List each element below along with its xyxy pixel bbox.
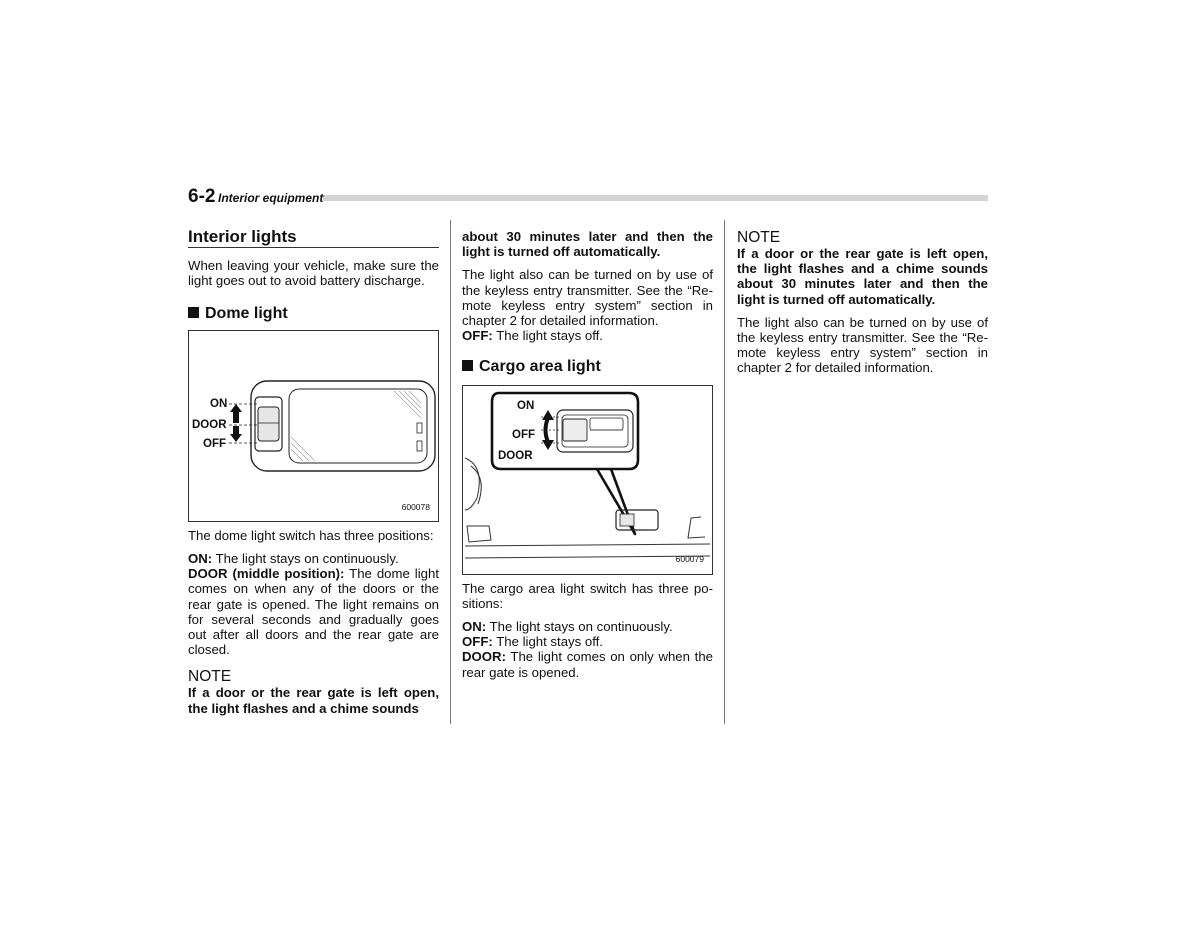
dome-light-heading bbox=[188, 306, 439, 321]
cargo-door-text: The light comes on only when the rear gate is opened. bbox=[462, 649, 713, 680]
cargo-door-term: DOOR: bbox=[462, 649, 506, 665]
cargo-on-item bbox=[462, 619, 713, 634]
figure-label-door: DOOR bbox=[192, 418, 227, 431]
cargo-caption: The cargo area light switch has three po-sitions: bbox=[462, 580, 713, 611]
cargo-light-figure bbox=[462, 385, 713, 575]
header-rule bbox=[323, 195, 988, 201]
square-bullet-icon bbox=[462, 360, 473, 371]
note-text: If a door or the rear gate is left open, the light flashes and a chime sounds about 30 minutes later and then the light is turned off automatically. bbox=[737, 246, 988, 307]
column-1 bbox=[188, 229, 439, 716]
column-3 bbox=[737, 229, 988, 376]
figure-label-off: OFF bbox=[512, 428, 535, 441]
section-title: Interior equipment bbox=[218, 191, 324, 205]
page-header bbox=[188, 186, 988, 208]
dome-light-figure bbox=[188, 330, 439, 522]
cargo-light-heading-text: Cargo area light bbox=[479, 358, 601, 376]
page-title: Interior lights bbox=[188, 229, 439, 248]
note-heading: NOTE bbox=[188, 668, 232, 686]
figure-label-on: ON bbox=[517, 399, 535, 412]
keyless-paragraph: The light also can be turned on by use of the keyless entry transmitter. See the “Re-mote keyless entry system” section in chapter 2 for detailed information. bbox=[737, 314, 988, 376]
column-2 bbox=[462, 229, 713, 680]
dome-door-text: The dome light comes on when any of the doors or the rear gate is opened. The light remains on for several seconds and gradually goes out after all doors and the rear gate are closed. bbox=[188, 566, 439, 658]
cargo-light-illustration bbox=[463, 386, 712, 574]
off-text: The light stays off. bbox=[492, 328, 603, 344]
figure-label-on: ON bbox=[210, 397, 228, 410]
dome-light-heading-text: Dome light bbox=[205, 304, 288, 322]
dome-caption: The dome light switch has three positions: bbox=[188, 527, 434, 543]
figure-label-off: OFF bbox=[203, 437, 226, 450]
note-heading: NOTE bbox=[737, 229, 781, 246]
cargo-off-item bbox=[462, 634, 713, 649]
note-text: If a door or the rear gate is left open, the light flashes and a chime sounds bbox=[188, 685, 439, 716]
note-continuation: about 30 minutes later and then the light is turned off automatically. bbox=[462, 229, 713, 260]
dome-door-item bbox=[188, 566, 439, 657]
dome-on-item bbox=[188, 551, 439, 566]
column-divider-1 bbox=[450, 220, 451, 724]
cargo-off-term: OFF: bbox=[462, 634, 493, 650]
square-bullet-icon bbox=[188, 307, 199, 318]
cargo-on-term: ON: bbox=[462, 619, 487, 635]
figure-code: 600079 bbox=[675, 554, 704, 565]
off-item bbox=[462, 328, 713, 343]
figure-code: 600078 bbox=[401, 501, 430, 512]
cargo-on-text: The light stays on continuously. bbox=[486, 619, 673, 635]
column-divider-2 bbox=[724, 220, 725, 724]
off-term: OFF: bbox=[462, 328, 493, 344]
dome-on-text: The light stays on continuously. bbox=[212, 551, 399, 567]
intro-paragraph: When leaving your vehicle, make sure the light goes out to avoid battery discharge. bbox=[188, 258, 439, 289]
cargo-light-heading bbox=[462, 359, 713, 374]
cargo-off-text: The light stays off. bbox=[492, 634, 603, 650]
figure-label-door: DOOR bbox=[498, 449, 533, 462]
keyless-paragraph: The light also can be turned on by use of the keyless entry transmitter. See the “Re-mote keyless entry system” section in chapter 2 for detailed information. bbox=[462, 267, 713, 329]
dome-on-term: ON: bbox=[188, 551, 213, 567]
dome-door-term: DOOR (middle position): bbox=[188, 566, 345, 582]
cargo-door-item bbox=[462, 649, 713, 679]
page-number: 6-2 bbox=[188, 186, 216, 207]
